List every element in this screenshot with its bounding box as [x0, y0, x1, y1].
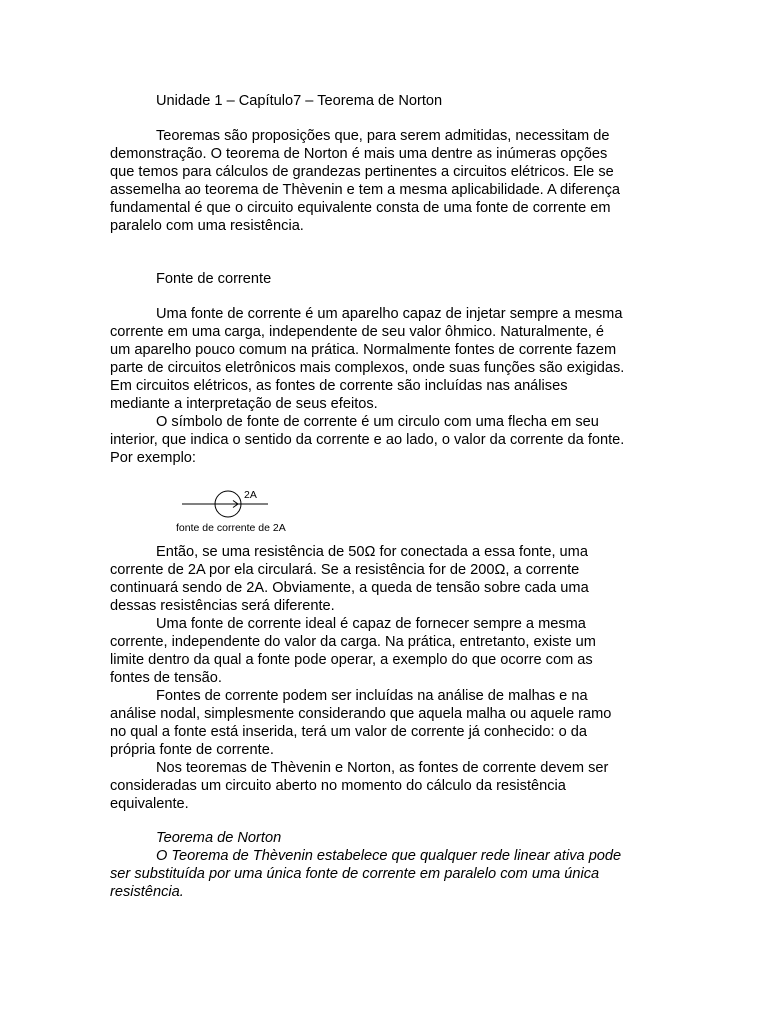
text-line: corrente de 2A por ela circulará. Se a resistência for de 200Ω, a corrente: [110, 562, 580, 578]
chapter-heading: Unidade 1 – Capítulo7 – Teorema de Norton: [156, 93, 443, 109]
figure-caption: fonte de corrente de 2A: [176, 522, 286, 534]
source-value-label: 2A: [244, 489, 257, 501]
text-line: fundamental é que o circuito equivalente consta de uma fonte de corrente em: [110, 200, 611, 216]
text-line: equivalente.: [110, 796, 189, 812]
text-line: corrente, independente do valor da carga. Na prática, entretanto, existe um: [110, 634, 596, 650]
text-line: Fontes de corrente podem ser incluídas na análise de malhas e na: [156, 688, 588, 704]
text-line: Em circuitos elétricos, as fontes de corrente são incluídas nas análises: [110, 378, 568, 394]
text-line: interior, que indica o sentido da corrente e ao lado, o valor da corrente da fonte.: [110, 432, 625, 448]
text-line: assemelha ao teorema de Thèvenin e tem a mesma aplicabilidade. A diferença: [110, 182, 621, 198]
text-line: paralelo com uma resistência.: [110, 218, 304, 234]
text-line: dessas resistências será diferente.: [110, 598, 335, 614]
text-line: O Teorema de Thèvenin estabelece que qualquer rede linear ativa pode: [156, 848, 622, 864]
text-line: um aparelho pouco comum na prática. Normalmente fontes de corrente fazem: [110, 342, 617, 358]
text-line: Uma fonte de corrente ideal é capaz de fornecer sempre a mesma: [156, 616, 586, 632]
text-line: continuará sendo de 2A. Obviamente, a queda de tensão sobre cada uma: [110, 580, 589, 596]
text-line: corrente em uma carga, independente de seu valor ôhmico. Naturalmente, é: [110, 324, 605, 340]
text-line: própria fonte de corrente.: [110, 742, 274, 758]
text-line: resistência.: [110, 884, 184, 900]
text-line: fontes de tensão.: [110, 670, 222, 686]
text-line: consideradas um circuito aberto no momento do cálculo da resistência: [110, 778, 566, 794]
text-line: demonstração. O teorema de Norton é mais uma dentre as inúmeras opções: [110, 146, 608, 162]
text-line: Nos teoremas de Thèvenin e Norton, as fontes de corrente devem ser: [156, 760, 609, 776]
text-line: O símbolo de fonte de corrente é um circulo com uma flecha em seu: [156, 414, 599, 430]
text-line: Por exemplo:: [110, 450, 196, 466]
section-title-norton: Teorema de Norton: [156, 830, 282, 846]
text-line: limite dentro da qual a fonte pode operar, a exemplo do que ocorre com as: [110, 652, 593, 668]
text-line: no qual a fonte está inserida, terá um valor de corrente já conhecido: o da: [110, 724, 588, 740]
text-line: que temos para cálculos de grandezas pertinentes a circuitos elétricos. Ele se: [110, 164, 614, 180]
text-line: Então, se uma resistência de 50Ω for conectada a essa fonte, uma: [156, 544, 588, 560]
text-line: mediante a interpretação de seus efeitos.: [110, 396, 378, 412]
text-line: Teoremas são proposições que, para serem admitidas, necessitam de: [156, 128, 610, 144]
text-line: análise nodal, simplesmente considerando que aquela malha ou aquele ramo: [110, 706, 612, 722]
text-line: Uma fonte de corrente é um aparelho capaz de injetar sempre a mesma: [156, 306, 623, 322]
section-title-fonte: Fonte de corrente: [156, 271, 272, 287]
text-line: ser substituída por uma única fonte de corrente em paralelo com uma única: [110, 866, 600, 882]
text-line: parte de circuitos eletrônicos mais complexos, onde suas funções são exigidas.: [110, 360, 625, 376]
